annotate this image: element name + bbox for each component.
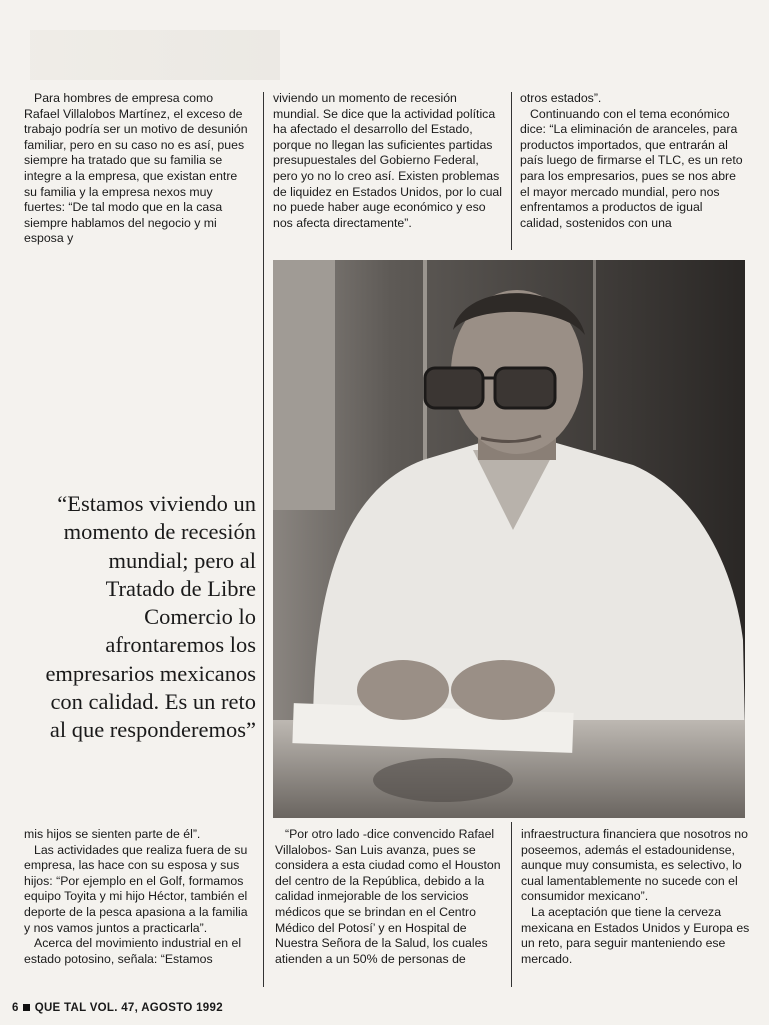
column-rule-right-top [511, 92, 512, 250]
paragraph: Las actividades que realiza fuera de su empresa, las hace con su esposa y sus hijos: “Por ejemplo en el Golf, formamos equipo Toyita y mi hijo Héctor, también el deporte de la pesca apasiona a la familia y nos vamos juntos a practicarla”. [24, 842, 248, 935]
square-bullet-icon [23, 1004, 30, 1011]
photo-illustration [273, 260, 745, 818]
paragraph: Acerca del movimiento industrial en el estado potosino, señala: “Estamos [24, 936, 242, 966]
portrait-photo [273, 260, 745, 818]
paragraph: infraestructura financiera que nosotros no poseemos, además el estadounidense, aunque muy consumista, es selectivo, lo cual lamentablemente no sucede con el consumidor mexicano”. [521, 827, 748, 904]
column-rule-left [263, 92, 264, 987]
faded-heading-bleed [30, 30, 280, 80]
paragraph: mis hijos se sienten parte de él”. [24, 827, 201, 841]
bottom-column-1 [24, 827, 248, 967]
paragraph: otros estados”. [520, 91, 602, 105]
page-footer [12, 1002, 223, 1014]
column-rule-right-bottom [511, 822, 512, 987]
paragraph: “Por otro lado -dice convencido Rafael Villalobos- San Luis avanza, pues se considera a esta ciudad como el Houston del centro de la República, debido a la calidad inmejorable de los servicios médicos que se brindan en el Centro Médico del Potosí’ y en Hospital de Nuestra Señora de la Salud, los cuales atienden a un 50% de personas de [275, 827, 501, 966]
paragraph: viviendo un momento de recesión mundial. Se dice que la actividad política ha afectado el desarrollo del Estado, porque no llegan las suficientes partidas presupuestales del Gobierno Federal, pero yo no lo creo así. Existen problemas de liquidez en Estados Unidos, por lo cual no puede haber auge económico y eso nos afecta directamente”. [273, 91, 502, 230]
publication-line: QUE TAL VOL. 47, AGOSTO 1992 [34, 1002, 223, 1014]
top-column-1 [24, 91, 248, 247]
bottom-column-3 [521, 827, 751, 967]
paragraph: Continuando con el tema económico dice: “La eliminación de aranceles, para productos importados, que entrarán al país luego de firmarse el TLC, es un reto para los empresarios, pues se nos abre el mayor mercado mundial, pero nos enfrentamos a productos de igual calidad, sostenidos con una [520, 106, 743, 230]
top-column-3 [520, 91, 748, 231]
page-number: 6 [12, 1002, 19, 1014]
bottom-column-2 [275, 827, 505, 967]
pull-quote: “Estamos viviendo un momento de recesión mundial; pero al Tratado de Libre Comercio lo afrontaremos los empresarios mexicanos con calidad. Es un reto al que responderemos” [45, 491, 256, 743]
top-column-2 [273, 91, 505, 231]
paragraph: Para hombres de empresa como Rafael Villalobos Martínez, el exceso de trabajo podría ser un motivo de desunión familiar, pero en su caso no es así, pues siempre ha tratado que su familia se integre a la empresa, que existan entre su familia y la empresa nexos muy fuertes: “De tal modo que en la casa siempre hablamos del negocio y mi esposa y [24, 91, 248, 246]
paragraph: La aceptación que tiene la cerveza mexicana en Estados Unidos y Europa es un reto, para seguir manteniendo ese mercado. [521, 904, 750, 966]
